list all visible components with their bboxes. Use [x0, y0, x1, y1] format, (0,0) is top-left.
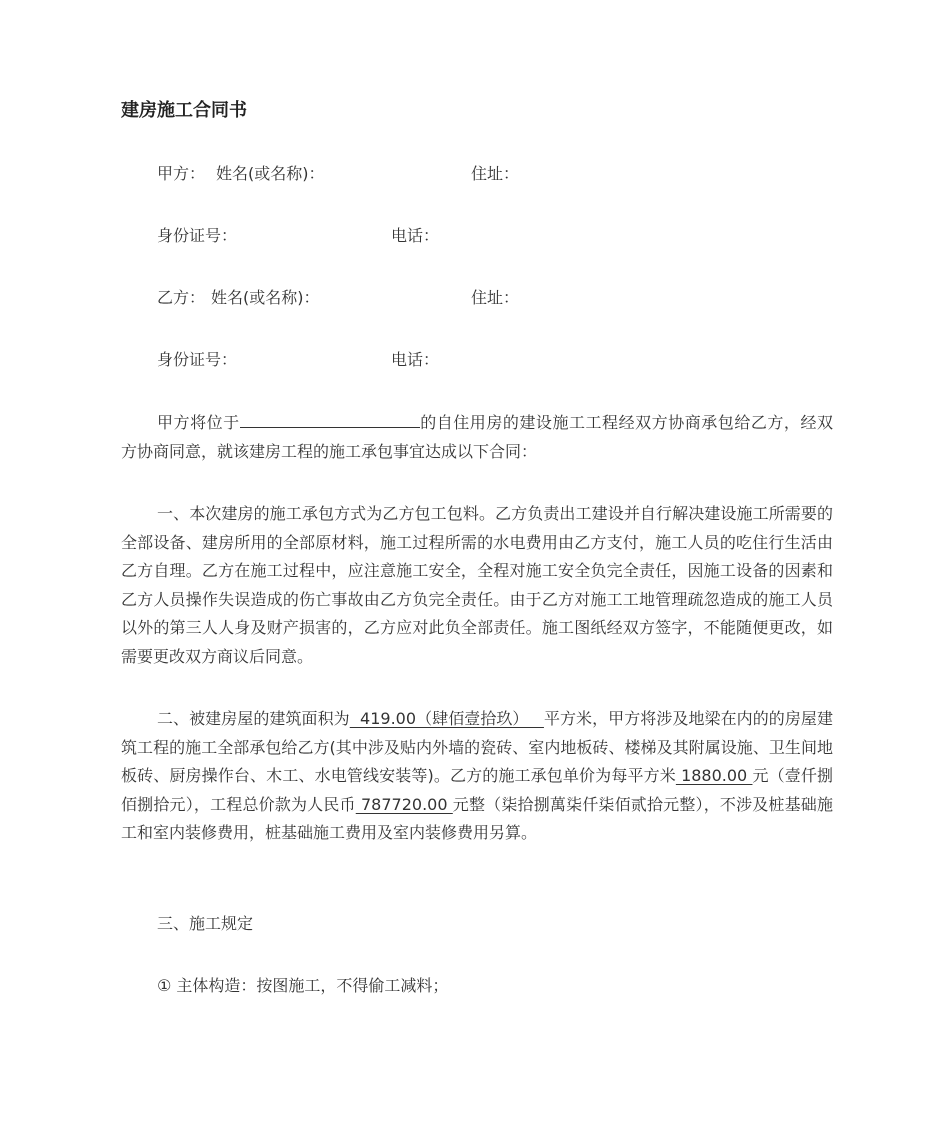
party-a-name-label: 姓名(或名称)：: [216, 164, 325, 183]
party-b-name-label: 姓名(或名称)：: [211, 288, 320, 307]
clause-2-text-2: 平方米，甲方将涉及地梁在内的的房屋建筑工程的施工全部承包给乙方(其中涉及贴内外墙的瓷砖、室内地板砖、楼梯及其附属设施、卫生间地板砖、厨房操作台、木工、水电管线安装等)。乙方的施工承包单价为每平方米: [121, 709, 833, 786]
location-blank[interactable]: [240, 409, 420, 428]
party-a-id-label: 身份证号：: [157, 226, 238, 245]
total-price-value: 787720.00: [355, 794, 453, 814]
clause-2-text-4: 元整（柒拾捌萬柒仟柒佰贰拾元整），不涉及桩基础施工和室内装修费用，桩基础施工费用及室内装修费用另算。: [121, 794, 833, 843]
party-a-phone-label: 电话：: [391, 226, 440, 245]
clause-2-text-1: 二、被建房屋的建筑面积为: [157, 709, 350, 728]
clause-3-item-1: ① 主体构造：按图施工，不得偷工减料；: [157, 976, 449, 995]
document-title: 建房施工合同书: [121, 100, 247, 121]
building-area-value: 419.00（肆佰壹拾玖）: [349, 709, 544, 728]
intro-paragraph: [121, 409, 833, 466]
clause-3-heading: 三、施工规定: [157, 914, 254, 933]
clause-1-paragraph: 一、本次建房的施工承包方式为乙方包工包料。乙方负责出工建设并自行解决建设施工所需要的全部设备、建房所用的全部原材料，施工过程所需的水电费用由乙方支付，施工人员的吃住行生活由乙方自理。乙方在施工过程中，应注意施工安全，全程对施工安全负完全责任，因施工设备的因素和乙方人员操作失误造成的伤亡事故由乙方负完全责任。由于乙方对施工工地管理疏忽造成的施工人员以外的第三人人身及财产损害的，乙方应对此负全部责任。施工图纸经双方签字，不能随便更改，如需要更改双方商议后同意。: [121, 504, 833, 666]
party-b-label: 乙方：: [157, 288, 206, 307]
party-b-address-label: 住址：: [471, 288, 520, 307]
clause-2-text-3: 元（壹仟捌佰捌拾元），工程总价款为人民币: [121, 766, 833, 814]
party-b-id-label: 身份证号：: [157, 350, 238, 369]
party-b-phone-label: 电话：: [391, 350, 440, 369]
unit-price-value: 1880.00: [675, 766, 753, 786]
intro-text-before: 甲方将位于: [157, 413, 240, 432]
intro-text-after: 的自住用房的建设施工工程经双方协商承包给乙方，经双方协商同意，就该建房工程的施工承包事宜达成以下合同：: [121, 413, 833, 461]
party-a-address-label: 住址：: [471, 164, 520, 183]
party-a-label: 甲方：: [157, 164, 206, 183]
clause-2-paragraph: [121, 705, 833, 848]
